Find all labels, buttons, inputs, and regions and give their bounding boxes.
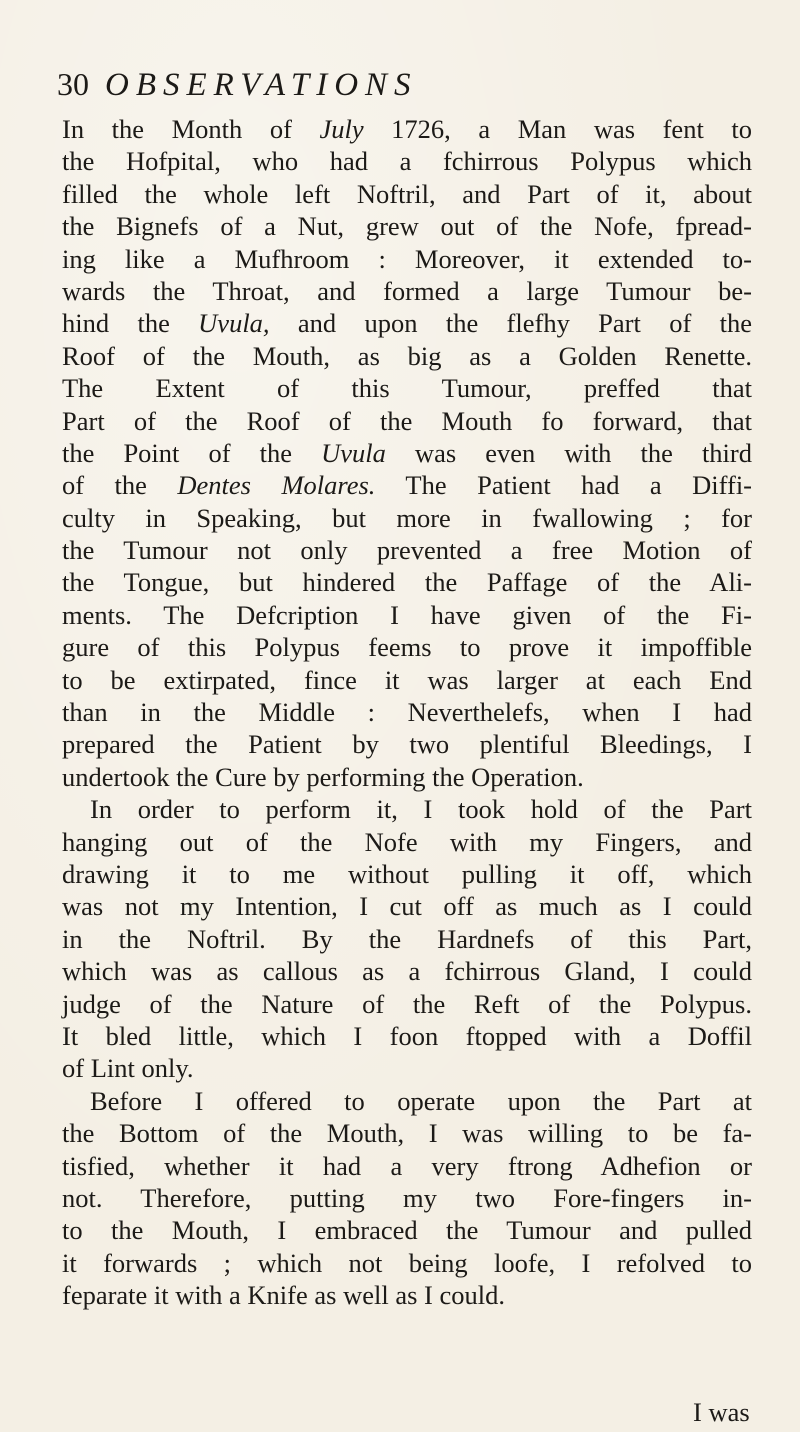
text-segment: hanging out of the Nofe with my Fingers, and (62, 826, 752, 857)
text-segment: drawing it to me without pulling it off, which (62, 858, 752, 889)
italic-text: Uvula, (198, 308, 270, 339)
text-line (62, 113, 752, 145)
text-line (62, 631, 752, 663)
text-segment: The Extent of this Tumour, preffed that (62, 373, 752, 404)
text-segment: gure of this Polypus feems to prove it impoffible (62, 632, 752, 663)
text-line (62, 210, 752, 242)
text-line (62, 1020, 752, 1052)
text-segment: judge of the Nature of the Reft of the Polypus. (62, 988, 752, 1019)
text-segment: not. Therefore, putting my two Fore-fingers in- (62, 1182, 752, 1213)
text-line (62, 145, 752, 177)
text-line (62, 275, 752, 307)
text-line (62, 728, 752, 760)
text-segment: in the Noftril. By the Hardnefs of this Part, (62, 923, 752, 954)
text-line (62, 826, 752, 858)
text-line (62, 664, 752, 696)
text-segment: which was as callous as a fchirrous Gland, I could (62, 956, 752, 987)
text-line (62, 599, 752, 631)
text-segment: tisfied, whether it had a very ftrong Adhefion or (62, 1150, 752, 1181)
text-segment: to be extirpated, fince it was larger at each End (62, 664, 752, 695)
text-line (62, 923, 752, 955)
text-segment: the Tongue, but hindered the Paffage of the Ali- (62, 567, 752, 598)
text-segment: filled the whole left Noftril, and Part of it, about (62, 178, 752, 209)
running-head (57, 66, 418, 116)
italic-text: Dentes Molares. (177, 470, 376, 501)
text-line (62, 566, 752, 598)
text-segment: feparate it with a Knife as well as I could. (62, 1280, 505, 1311)
text-segment: the Tumour not only prevented a free Motion of (62, 535, 752, 566)
text-segment: and upon the flefhy Part of the (269, 308, 752, 339)
text-line (62, 405, 752, 437)
text-line (62, 696, 752, 728)
text-segment: it forwards ; which not being loofe, I refolved to (62, 1247, 752, 1278)
text-line (62, 761, 752, 793)
text-segment: the Point of the (62, 437, 322, 468)
text-line (62, 502, 752, 534)
text-line (62, 890, 752, 922)
text-line (62, 955, 752, 987)
text-line (62, 1247, 752, 1279)
text-line (62, 178, 752, 210)
text-segment: of the (62, 470, 178, 501)
text-segment: 1726, a Man was fent to (363, 114, 752, 144)
text-line (62, 1182, 752, 1214)
text-segment: of Lint only. (62, 1053, 194, 1084)
text-segment: ing like a Mufhroom : Moreover, it extended to- (62, 243, 752, 274)
text-segment: the Bottom of the Mouth, I was willing to be fa- (62, 1118, 752, 1149)
text-line (62, 1117, 752, 1149)
text-segment: culty in Speaking, but more in fwallowing ; for (62, 502, 752, 533)
text-line (62, 307, 752, 339)
text-segment: the Bignefs of a Nut, grew out of the Nofe, fpread- (62, 211, 752, 242)
italic-text: Uvula (321, 437, 386, 468)
italic-text: July (319, 114, 364, 144)
text-segment: than in the Middle : Neverthelefs, when I had (62, 697, 752, 728)
text-segment: Part of the Roof of the Mouth fo forward, that (62, 405, 752, 436)
text-line (62, 372, 752, 404)
text-line (62, 243, 752, 275)
text-segment: ments. The Defcription I have given of the Fi- (62, 599, 752, 630)
page-number: 30 (57, 66, 89, 102)
text-segment: the Hofpital, who had a fchirrous Polypus which (62, 146, 752, 177)
text-line (62, 437, 752, 469)
text-segment: Roof of the Mouth, as big as a Golden Renette. (62, 340, 752, 371)
text-line (62, 793, 752, 825)
text-segment: was even with the third (385, 437, 752, 468)
text-line (62, 1279, 752, 1311)
text-segment: In the Month of (62, 114, 320, 144)
catchword: I was (693, 1397, 750, 1427)
text-segment: undertook the Cure by performing the Operation. (62, 761, 584, 792)
text-segment: hind the (62, 308, 199, 339)
running-title: OBSERVATIONS (105, 67, 418, 103)
text-segment: prepared the Patient by two plentiful Bleedings, I (62, 729, 752, 760)
text-segment: In order to perform it, I took hold of the Part (90, 794, 752, 825)
text-segment: It bled little, which I foon ftopped with a Doffil (62, 1020, 752, 1051)
text-segment: Before I offered to operate upon the Part at (90, 1085, 752, 1116)
text-line (62, 340, 752, 372)
text-segment: The Patient had a Diffi- (375, 470, 753, 501)
text-line (62, 988, 752, 1020)
text-line (62, 1150, 752, 1182)
text-line (62, 1214, 752, 1246)
body-text (62, 113, 752, 1311)
text-segment: to the Mouth, I embraced the Tumour and pulled (62, 1215, 752, 1246)
text-line (62, 534, 752, 566)
text-line (62, 1085, 752, 1117)
text-line (62, 469, 752, 501)
text-segment: wards the Throat, and formed a large Tumour be- (62, 275, 752, 306)
text-segment: was not my Intention, I cut off as much as I could (62, 891, 752, 922)
text-line (62, 1052, 752, 1084)
text-line (62, 858, 752, 890)
